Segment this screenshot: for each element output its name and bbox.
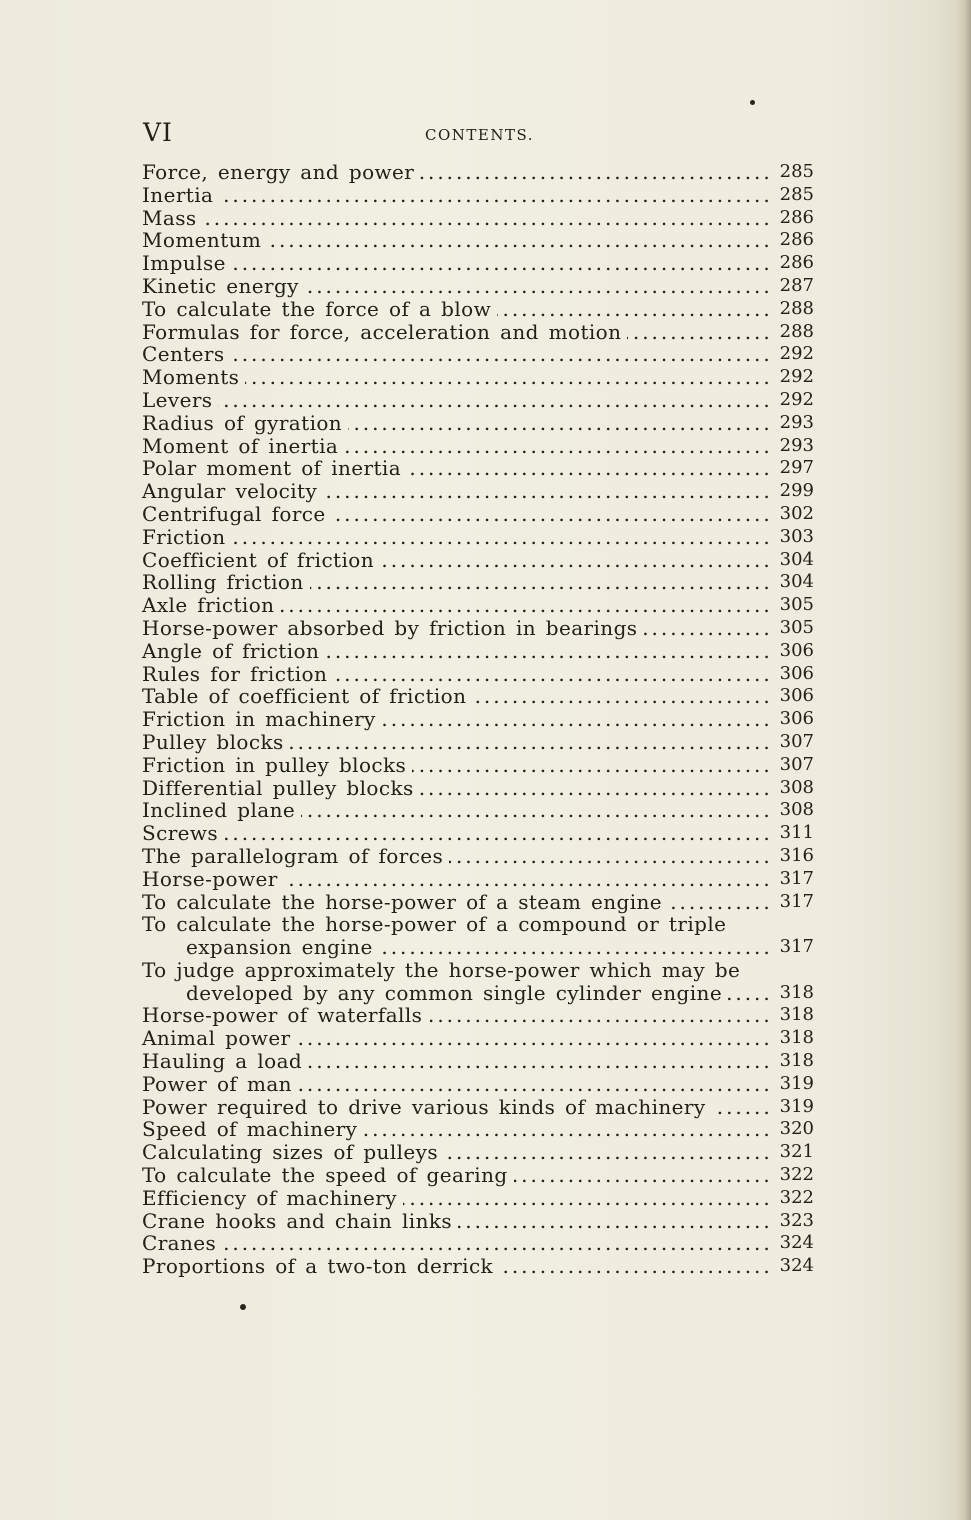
dot-leader	[379, 936, 768, 959]
toc-entry-title: Pulley blocks	[142, 729, 284, 754]
toc-entry-page: 317	[779, 890, 814, 912]
dot-leader	[382, 708, 768, 731]
dot-leader	[203, 207, 768, 230]
toc-entry-continuation	[142, 936, 814, 959]
toc-entry-title: To calculate the horse-power of a compound or triple	[142, 912, 727, 937]
toc-entry-page: 318	[779, 1027, 814, 1049]
toc-entry-page: 285	[779, 161, 814, 182]
dot-leader	[403, 1187, 768, 1210]
toc-entry	[142, 161, 814, 184]
toc-entry	[142, 617, 814, 640]
toc-entry	[142, 1164, 814, 1187]
toc-entry-title: Proportions of a two-ton derrick	[142, 1254, 494, 1279]
dot-leader	[290, 731, 768, 754]
toc-entry-title: Friction	[142, 524, 226, 549]
page-edge-shadow	[957, 0, 971, 1520]
toc-entry	[142, 457, 814, 480]
toc-entry	[142, 1118, 814, 1141]
toc-entry	[142, 663, 814, 686]
dot-leader	[380, 549, 768, 572]
toc-entry-title: Angular velocity	[142, 479, 318, 504]
toc-entry-page: 286	[779, 229, 814, 251]
toc-entry-page: 305	[779, 594, 814, 616]
dot-leader	[232, 252, 768, 275]
toc-entry-page: 308	[779, 799, 814, 821]
dot-leader	[344, 435, 768, 458]
toc-entry-title: Centers	[142, 342, 225, 367]
dot-leader	[712, 1096, 768, 1119]
dot-leader	[332, 503, 768, 526]
toc-entry-title: Calculating sizes of pulleys	[142, 1140, 439, 1165]
toc-entry-title: Radius of gyration	[142, 410, 343, 435]
toc-entry-page: 285	[779, 183, 814, 205]
toc-entry	[142, 845, 814, 868]
toc-entry-page: 322	[779, 1186, 814, 1208]
dot-leader	[297, 1027, 768, 1050]
toc-entry	[142, 1073, 814, 1096]
dot-leader	[308, 1050, 768, 1073]
toc-entry-page: 292	[779, 343, 814, 365]
toc-entry-title: Centrifugal force	[142, 501, 326, 526]
toc-entry-title: Angle of friction	[142, 638, 320, 663]
toc-entry-title: Coefficient of friction	[142, 547, 375, 572]
dot-leader	[499, 1255, 768, 1278]
dot-leader	[412, 754, 768, 777]
toc-entry	[142, 1255, 814, 1278]
page-folio: VI	[143, 118, 173, 147]
toc-entry-title: Horse-power absorbed by friction in bearings	[142, 615, 638, 640]
toc-entry-page: 320	[779, 1118, 814, 1140]
toc-entry-page: 302	[779, 502, 814, 524]
toc-entry-title-continuation: expansion engine	[186, 935, 373, 960]
dot-leader	[497, 298, 768, 321]
dot-leader	[458, 1210, 768, 1233]
toc-entry-title: Rolling friction	[142, 570, 304, 595]
dot-leader	[348, 412, 768, 435]
toc-entry	[142, 480, 814, 503]
toc-entry	[142, 298, 814, 321]
toc-entry-title: Cranes	[142, 1231, 217, 1256]
dot-leader	[284, 868, 768, 891]
toc-entry-title: Inclined plane	[142, 798, 296, 823]
toc-entry	[142, 708, 814, 731]
dot-leader	[301, 799, 768, 822]
toc-entry-page: 317	[779, 936, 814, 958]
toc-entry-page: 307	[779, 753, 814, 775]
toc-entry-title: Rules for friction	[142, 661, 328, 686]
dot-leader	[333, 663, 768, 686]
toc-entry	[142, 252, 814, 275]
toc-entry-title: To calculate the force of a blow	[142, 296, 492, 321]
toc-entry-page: 306	[779, 639, 814, 661]
toc-entry-page: 303	[779, 525, 814, 547]
toc-entry	[142, 366, 814, 389]
dot-leader	[310, 571, 768, 594]
toc-entry-page: 304	[779, 548, 814, 570]
toc-entry	[142, 229, 814, 252]
toc-entry	[142, 503, 814, 526]
dot-leader	[627, 321, 768, 344]
toc-entry	[142, 868, 814, 891]
toc-entry-page: 318	[779, 1050, 814, 1072]
toc-entry-title: Mass	[142, 205, 197, 230]
toc-entry	[142, 685, 814, 708]
toc-entry-page: 321	[779, 1141, 814, 1163]
toc-entry-title: Momentum	[142, 228, 262, 253]
toc-entry-title: Differential pulley blocks	[142, 775, 414, 800]
dot-leader	[245, 366, 768, 389]
toc-entry-title: Axle friction	[142, 593, 275, 618]
toc-entry-title: Moments	[142, 365, 240, 390]
toc-entry-page: 319	[779, 1095, 814, 1117]
toc-entry	[142, 1210, 814, 1233]
ink-speck	[240, 1304, 246, 1310]
dot-leader	[643, 617, 768, 640]
toc-entry-page: 297	[779, 457, 814, 479]
toc-entry-title: Levers	[142, 387, 213, 412]
toc-entry	[142, 640, 814, 663]
toc-entry	[142, 389, 814, 412]
running-head: CONTENTS.	[425, 126, 534, 144]
toc-entry	[142, 959, 814, 982]
toc-entry-title: Horse-power of waterfalls	[142, 1003, 423, 1028]
toc-entry-title: Power of man	[142, 1071, 292, 1096]
toc-entry	[142, 321, 814, 344]
toc-entry-title: Polar moment of inertia	[142, 456, 402, 481]
toc-entry-title: Impulse	[142, 251, 226, 276]
toc-entry-page: 316	[779, 844, 814, 866]
toc-entry-page: 304	[779, 571, 814, 593]
dot-leader	[222, 1232, 768, 1255]
toc-entry-title: Friction in pulley blocks	[142, 752, 407, 777]
toc-entry	[142, 1141, 814, 1164]
toc-entry-title: To judge approximately the horse-power which may be	[142, 957, 741, 982]
toc-entry	[142, 799, 814, 822]
toc-entry	[142, 184, 814, 207]
toc-entry	[142, 891, 814, 914]
toc-entry-title: The parallelogram of forces	[142, 843, 444, 868]
toc-entry-page: 319	[779, 1072, 814, 1094]
toc-entry-page: 293	[779, 411, 814, 433]
toc-entry	[142, 1096, 814, 1119]
dot-leader	[428, 1004, 768, 1027]
toc-entry-page: 286	[779, 252, 814, 274]
toc-entry-page: 286	[779, 206, 814, 228]
dot-leader	[231, 343, 768, 366]
dot-leader	[728, 982, 768, 1005]
dot-leader	[280, 594, 768, 617]
table-of-contents	[142, 161, 814, 1278]
toc-entry	[142, 435, 814, 458]
dot-leader	[323, 480, 768, 503]
toc-entry	[142, 1050, 814, 1073]
dot-leader	[407, 457, 768, 480]
toc-entry	[142, 913, 814, 936]
toc-entry-title: Screws	[142, 821, 219, 846]
toc-entry-title: Crane hooks and chain links	[142, 1208, 453, 1233]
toc-entry-page: 324	[779, 1255, 814, 1277]
toc-entry-title: Horse-power	[142, 866, 278, 891]
toc-entry	[142, 1004, 814, 1027]
toc-entry-page: 299	[779, 480, 814, 502]
toc-entry-page: 308	[779, 776, 814, 798]
dot-leader	[267, 229, 768, 252]
dot-leader	[224, 822, 768, 845]
dot-leader	[218, 389, 768, 412]
toc-entry-page: 288	[779, 297, 814, 319]
toc-entry-title: To calculate the speed of gearing	[142, 1163, 508, 1188]
toc-entry-title-continuation: developed by any common single cylinder engine	[186, 980, 723, 1005]
toc-entry-page: 317	[779, 867, 814, 889]
toc-entry-page: 305	[779, 616, 814, 638]
dot-leader	[514, 1164, 768, 1187]
toc-entry-page: 287	[779, 274, 814, 296]
toc-entry-title: Animal power	[142, 1026, 291, 1051]
dot-leader	[219, 184, 768, 207]
toc-entry-page: 293	[779, 434, 814, 456]
toc-entry-page: 292	[779, 388, 814, 410]
toc-entry	[142, 777, 814, 800]
dot-leader	[420, 161, 768, 184]
toc-entry	[142, 1232, 814, 1255]
dot-leader	[363, 1118, 768, 1141]
toc-entry-title: Kinetic energy	[142, 273, 299, 298]
toc-entry	[142, 571, 814, 594]
toc-entry-title: Inertia	[142, 182, 214, 207]
toc-entry	[142, 275, 814, 298]
dot-leader	[449, 845, 768, 868]
dot-leader	[420, 777, 768, 800]
toc-entry-page: 324	[779, 1232, 814, 1254]
toc-entry-page: 318	[779, 1004, 814, 1026]
toc-entry-title: Speed of machinery	[142, 1117, 358, 1142]
toc-entry-title: Friction in machinery	[142, 707, 376, 732]
toc-entry-title: Formulas for force, acceleration and motion	[142, 319, 622, 344]
dot-leader	[472, 685, 768, 708]
toc-entry-page: 306	[779, 662, 814, 684]
toc-entry	[142, 1187, 814, 1210]
toc-entry-page: 322	[779, 1164, 814, 1186]
toc-entry	[142, 1027, 814, 1050]
toc-entry-page: 311	[779, 822, 814, 844]
toc-entry	[142, 594, 814, 617]
dot-leader	[444, 1141, 768, 1164]
toc-entry-page: 292	[779, 366, 814, 388]
dot-leader	[298, 1073, 768, 1096]
toc-entry	[142, 526, 814, 549]
toc-entry-title: Power required to drive various kinds of machinery	[142, 1094, 706, 1119]
toc-entry-title: Force, energy and power	[142, 160, 415, 184]
dot-leader	[232, 526, 768, 549]
toc-entry	[142, 754, 814, 777]
toc-entry-title: Efficiency of machinery	[142, 1185, 397, 1210]
toc-entry-title: Hauling a load	[142, 1049, 303, 1074]
toc-entry-title: Moment of inertia	[142, 433, 339, 458]
toc-entry-continuation	[142, 982, 814, 1005]
dot-leader	[325, 640, 768, 663]
toc-entry-page: 306	[779, 685, 814, 707]
ink-speck	[750, 100, 755, 105]
toc-entry-page: 306	[779, 708, 814, 730]
toc-entry	[142, 207, 814, 230]
toc-entry	[142, 412, 814, 435]
toc-entry-page: 288	[779, 320, 814, 342]
dot-leader	[305, 275, 768, 298]
toc-entry-page: 307	[779, 730, 814, 752]
toc-entry	[142, 343, 814, 366]
toc-entry	[142, 731, 814, 754]
toc-entry-title: Table of coefficient of friction	[142, 684, 467, 709]
toc-entry-page: 323	[779, 1209, 814, 1231]
toc-entry	[142, 822, 814, 845]
dot-leader	[668, 891, 768, 914]
toc-entry-title: To calculate the horse-power of a steam engine	[142, 889, 663, 914]
toc-entry-page: 318	[779, 981, 814, 1003]
toc-entry	[142, 549, 814, 572]
